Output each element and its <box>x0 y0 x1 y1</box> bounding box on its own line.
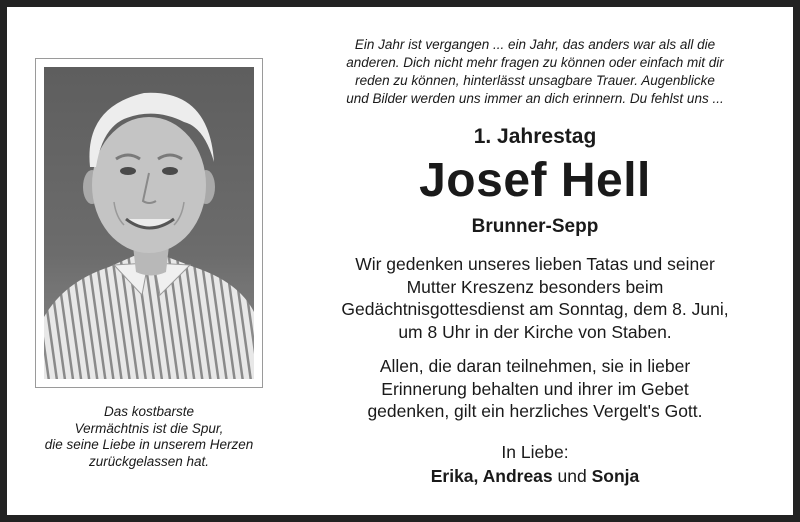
intro-line: reden zu können, hinterlässt unsagbare Trauer. Augenblicke <box>355 73 715 88</box>
signer-names-first: Erika, Andreas <box>430 466 553 486</box>
portrait-photo <box>44 67 254 379</box>
deceased-name: Josef Hell <box>419 154 651 207</box>
intro-line: anderen. Dich nicht mehr fragen zu können oder einfach mit dir <box>346 55 724 70</box>
thanks-text <box>290 355 780 423</box>
thanks-line: Erinnerung behalten und ihrer im Gebet <box>381 378 689 399</box>
portrait-illustration <box>44 67 254 379</box>
signer-name-last: Sonja <box>591 466 640 486</box>
intro-line: und Bilder werden uns immer an dich erinnern. Du fehlst uns ... <box>346 91 724 106</box>
intro-line: Ein Jahr ist vergangen ... ein Jahr, das anders war als all die <box>354 37 716 52</box>
service-line: Wir gedenken unseres lieben Tatas und seiner <box>355 254 715 274</box>
anniversary-heading: 1. Jahrestag <box>473 125 597 148</box>
thanks-line: gedenken, gilt ein herzliches Vergelt's Gott. <box>367 401 703 421</box>
intro-poem <box>290 36 780 108</box>
service-line: Mutter Kreszenz besonders beim <box>406 276 664 297</box>
service-line: um 8 Uhr in der Kirche von Staben. <box>398 321 672 342</box>
memorial-quote <box>24 404 274 470</box>
deceased-nickname: Brunner-Sepp <box>471 216 599 237</box>
thanks-line: Allen, die daran teilnehmen, sie in lieber <box>379 356 691 376</box>
signer-joiner: und <box>557 466 592 486</box>
quote-line: Vermächtnis ist die Spur, <box>74 420 224 436</box>
closing-phrase: In Liebe: <box>501 442 569 462</box>
quote-line: zurückgelassen hat. <box>88 453 210 469</box>
quote-line: Das kostbarste <box>103 404 195 419</box>
quote-line: die seine Liebe in unserem Herzen <box>44 437 254 452</box>
signers <box>290 465 780 487</box>
memorial-service-text <box>290 253 780 343</box>
service-line: Gedächtnisgottesdienst am Sonntag, dem 8. Juni, <box>341 299 729 319</box>
